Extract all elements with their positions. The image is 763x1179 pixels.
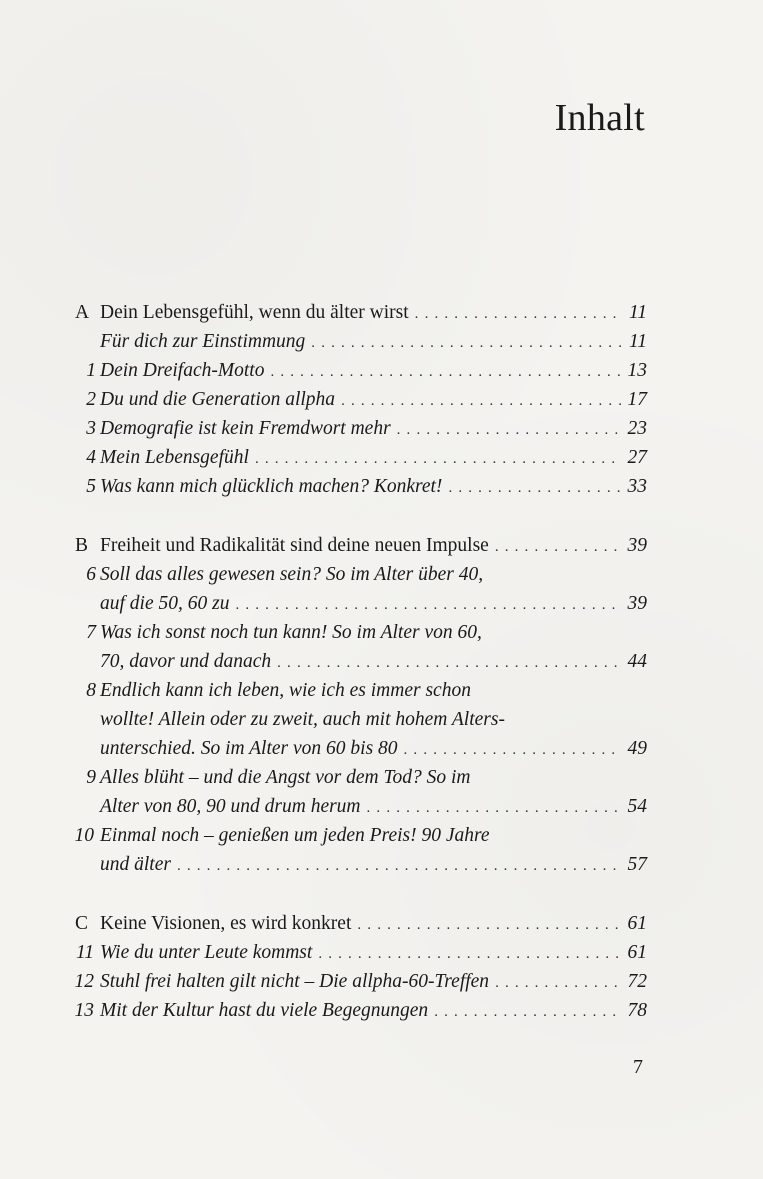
chapter-title: Was kann mich glücklich machen? Konkret! [100, 476, 443, 497]
toc-entry[interactable] [72, 821, 647, 850]
chapter-page-number: 61 [627, 942, 647, 963]
dot-leader [357, 911, 621, 940]
chapter-title: Stuhl frei halten gilt nicht – Die allpha-60-Treffen [100, 971, 490, 992]
toc-entry[interactable] [72, 996, 647, 1025]
toc-entry-continuation[interactable] [72, 647, 647, 676]
chapter-title: Was ich sonst noch tun kann! So im Alter von 60, [100, 622, 482, 643]
chapter-number: 1 [86, 360, 96, 381]
section-page-number: 61 [627, 913, 647, 934]
toc-section-heading[interactable] [72, 531, 647, 560]
chapter-page-number: 78 [627, 1000, 647, 1021]
chapter-page-number: 11 [628, 331, 647, 352]
chapter-title: Mit der Kultur hast du viele Begegnungen [100, 1000, 429, 1021]
toc-section-c [72, 909, 647, 1025]
chapter-title: Wie du unter Leute kommst [100, 942, 313, 963]
chapter-number: 12 [74, 971, 94, 992]
chapter-number: 8 [86, 680, 96, 701]
section-letter: B [75, 535, 89, 556]
table-of-contents [72, 298, 647, 1055]
toc-entry[interactable] [72, 385, 647, 414]
chapter-number: 6 [86, 564, 96, 585]
section-page-number: 39 [627, 535, 647, 556]
chapter-page-number: 39 [627, 593, 647, 614]
toc-entry[interactable] [72, 414, 647, 443]
toc-section-b [72, 531, 647, 879]
dot-leader [177, 852, 621, 881]
chapter-page-number: 13 [627, 360, 647, 381]
dot-leader [495, 969, 621, 998]
toc-entry[interactable] [72, 676, 647, 705]
page-title: Inhalt [554, 97, 645, 139]
toc-entry-continuation[interactable] [72, 734, 647, 763]
chapter-page-number: 57 [627, 854, 647, 875]
chapter-page-number: 33 [627, 476, 647, 497]
toc-entry-continuation[interactable] [72, 792, 647, 821]
dot-leader [434, 998, 621, 1027]
chapter-page-number: 17 [627, 389, 647, 410]
dot-leader [255, 445, 621, 474]
toc-entry[interactable] [72, 967, 647, 996]
chapter-title: Du und die Generation allpha [100, 389, 336, 410]
chapter-title: Einmal noch – genießen um jeden Preis! 90 Jahre [100, 825, 490, 846]
toc-entry[interactable] [72, 560, 647, 589]
chapter-title: Mein Lebensgefühl [100, 447, 249, 468]
chapter-number: 11 [75, 942, 94, 963]
dot-leader [397, 416, 621, 445]
chapter-title: Demografie ist kein Fremdwort mehr [100, 418, 391, 439]
chapter-page-number: 72 [627, 971, 647, 992]
toc-entry[interactable] [72, 938, 647, 967]
section-title: Dein Lebensgefühl, wenn du älter wirst [100, 302, 409, 323]
toc-entry[interactable] [72, 356, 647, 385]
toc-entry[interactable] [72, 327, 647, 356]
chapter-page-number: 23 [627, 418, 647, 439]
dot-leader [495, 533, 621, 562]
section-page-number: 11 [628, 302, 647, 323]
toc-section-heading[interactable] [72, 298, 647, 327]
chapter-title: unterschied. So im Alter von 60 bis 80 [100, 738, 398, 759]
chapter-title: Soll das alles gewesen sein? So im Alter über 40, [100, 564, 484, 585]
chapter-title: wollte! Allein oder zu zweit, auch mit hohem Alters- [100, 709, 505, 730]
chapter-number: 13 [74, 1000, 94, 1021]
toc-entry[interactable] [72, 763, 647, 792]
section-title: Keine Visionen, es wird konkret [100, 913, 352, 934]
toc-section-heading[interactable] [72, 909, 647, 938]
chapter-title: 70, davor und danach [100, 651, 272, 672]
toc-entry-continuation[interactable] [72, 850, 647, 879]
chapter-number: 3 [86, 418, 96, 439]
chapter-number: 5 [86, 476, 96, 497]
chapter-page-number: 49 [627, 738, 647, 759]
section-title: Freiheit und Radikalität sind deine neuen Impulse [100, 535, 489, 556]
chapter-number: 10 [74, 825, 94, 846]
dot-leader [318, 940, 621, 969]
chapter-title: Endlich kann ich leben, wie ich es immer schon [100, 680, 471, 701]
toc-entry-continuation[interactable] [72, 705, 647, 734]
chapter-title: Dein Dreifach-Motto [100, 360, 265, 381]
chapter-title: und älter [100, 854, 171, 875]
dot-leader [404, 736, 621, 765]
chapter-title: Für dich zur Einstimmung [100, 331, 306, 352]
dot-leader [415, 300, 621, 329]
chapter-title: auf die 50, 60 zu [100, 593, 230, 614]
chapter-number: 7 [86, 622, 96, 643]
dot-leader [448, 474, 621, 503]
dot-leader [235, 591, 621, 620]
dot-leader [367, 794, 621, 823]
dot-leader [341, 387, 621, 416]
chapter-title: Alter von 80, 90 und drum herum [100, 796, 361, 817]
chapter-number: 9 [86, 767, 96, 788]
toc-entry-continuation[interactable] [72, 589, 647, 618]
dot-leader [277, 649, 621, 678]
toc-entry[interactable] [72, 472, 647, 501]
toc-entry[interactable] [72, 618, 647, 647]
chapter-page-number: 44 [627, 651, 647, 672]
chapter-title: Alles blüht – und die Angst vor dem Tod? So im [100, 767, 471, 788]
dot-leader [311, 329, 621, 358]
dot-leader [270, 358, 621, 387]
page-number: 7 [633, 1056, 643, 1078]
section-letter: C [75, 913, 89, 934]
chapter-page-number: 27 [627, 447, 647, 468]
section-letter: A [75, 302, 90, 323]
chapter-number: 4 [86, 447, 96, 468]
toc-section-a [72, 298, 647, 501]
chapter-number: 2 [86, 389, 96, 410]
chapter-page-number: 54 [627, 796, 647, 817]
toc-entry[interactable] [72, 443, 647, 472]
